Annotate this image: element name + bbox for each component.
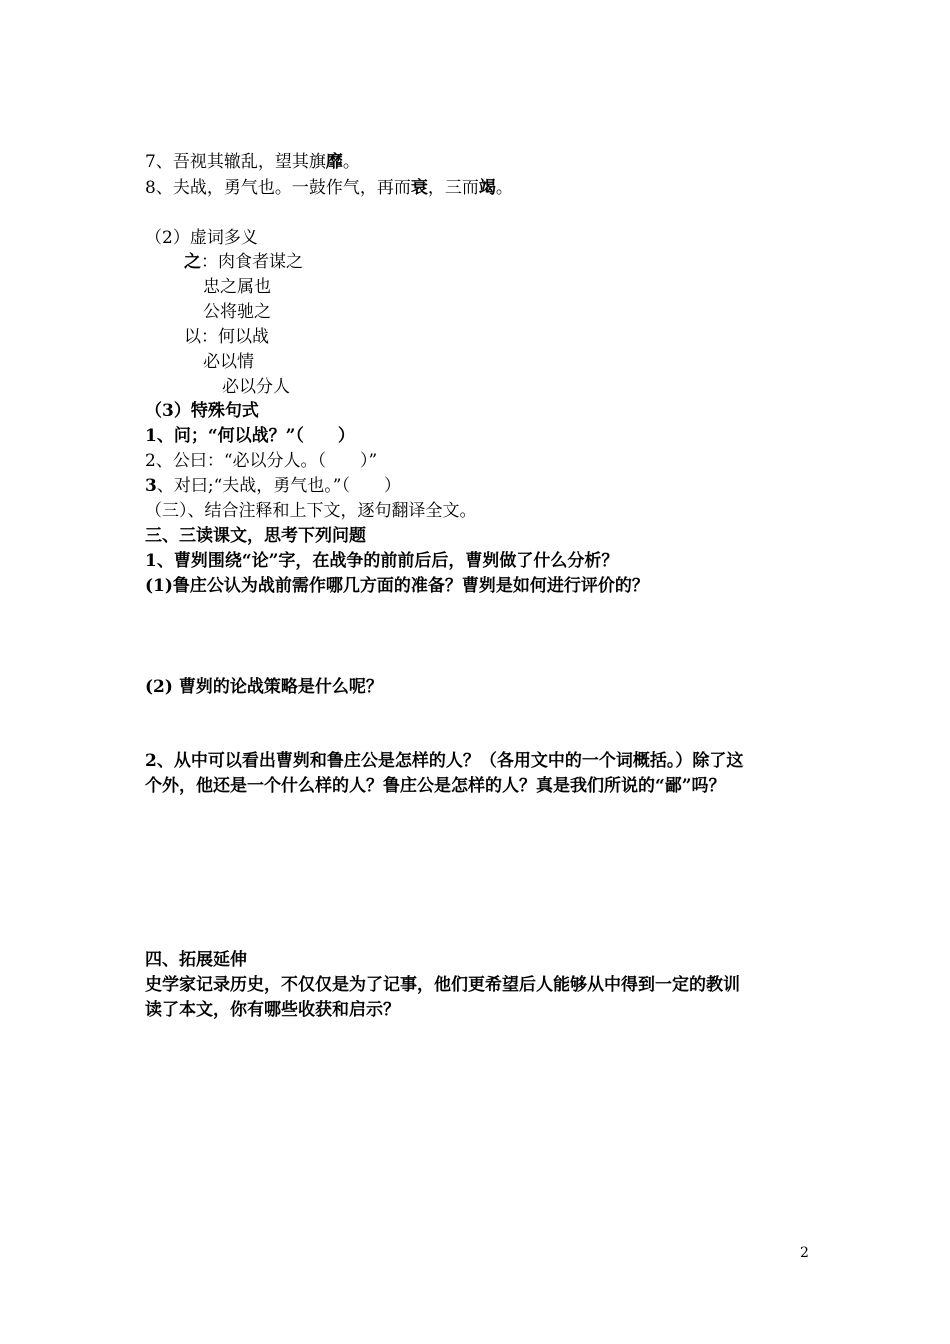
special-sentences-heading: （3）特殊句式: [145, 401, 259, 421]
question-1-1: (1)鲁庄公认为战前需作哪几方面的准备？曹刿是如何进行评价的？: [145, 576, 649, 596]
question-2-line-2: 个外，他还是一个什么样的人？鲁庄公是怎样的人？真是我们所说的“鄙”吗？: [145, 776, 726, 796]
function-word-zhi-1-text: ：肉食者谋之: [201, 252, 303, 272]
function-words-heading: （2）虚词多义: [145, 228, 258, 248]
function-word-yi-2: 必以情: [203, 352, 254, 372]
question-1-2: (2) 曹刿的论战策略是什么呢？: [145, 677, 383, 697]
vocab-line-7: [145, 150, 360, 174]
section-4-heading: 四、拓展延伸: [145, 950, 247, 970]
question-1: 1、曹刿围绕“论”字，在战争的前前后后，曹刿做了什么分析？: [145, 551, 619, 571]
function-word-yi-1: 以：何以战: [184, 327, 269, 347]
function-word-zhi-1: [184, 250, 303, 274]
section-3-heading: 三、三读课文，思考下列问题: [145, 526, 366, 546]
vocab-line-8-mid: ，三而: [427, 178, 479, 198]
translate-task: （三）、结合注释和上下文，逐句翻译全文。: [145, 501, 477, 521]
vocab-line-8: [145, 176, 513, 200]
special-sentence-3-number: 3: [145, 476, 157, 496]
vocab-line-7-keyword: 靡: [325, 152, 343, 172]
function-word-zhi-2: 忠之属也: [203, 277, 271, 297]
function-word-yi-3: 必以分人: [222, 377, 290, 397]
vocab-line-7-text: 7、吾视其辙乱，望其旗: [145, 152, 326, 172]
special-sentence-3: [145, 474, 401, 498]
vocab-line-7-end: 。: [342, 152, 360, 172]
section-4-line-2: 读了本文，你有哪些收获和启示？: [145, 1000, 400, 1020]
special-sentence-3-text: 、对曰;“夫战，勇气也。”（ ）: [156, 476, 401, 496]
vocab-line-8-keyword-1: 衰: [410, 178, 428, 198]
page-number: 2: [800, 1245, 809, 1261]
section-4-line-1: 史学家记录历史，不仅仅是为了记事，他们更希望后人能够从中得到一定的教训: [145, 975, 740, 995]
question-2-line-1: 2、从中可以看出曹刿和鲁庄公是怎样的人？（各用文中的一个词概括。）除了这: [145, 751, 744, 771]
special-sentence-2: 2、公曰：“必以分人。（ ）”: [145, 451, 378, 471]
function-word-zhi-3: 公将驰之: [203, 302, 271, 322]
vocab-line-8-end: 。: [495, 178, 513, 198]
vocab-line-8-text: 8、夫战，勇气也。一鼓作气，再而: [145, 178, 411, 198]
special-sentence-1: 1、问；“何以战？”（ ）: [145, 426, 355, 446]
function-word-zhi-label: 之: [184, 252, 201, 272]
vocab-line-8-keyword-2: 竭: [478, 178, 496, 198]
